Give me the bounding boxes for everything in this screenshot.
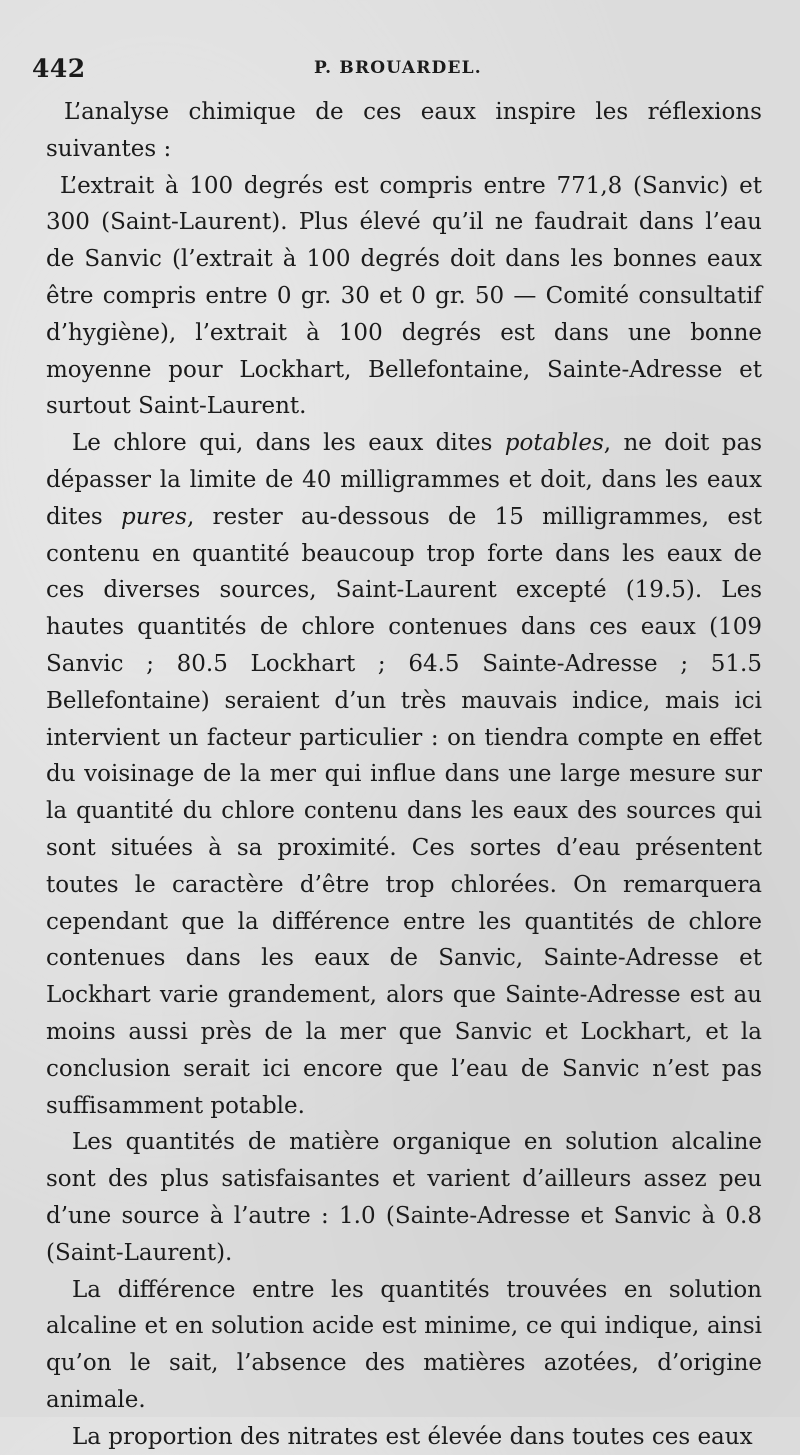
running-head-author: P. BROUARDEL.	[314, 58, 482, 78]
paragraph-4: Les quantités de matière organique en solution alcaline sont des plus satisfaisantes et varient d’ailleurs assez peu d’une source à l’autre : 1.0 (Sainte-Adresse et Sanvic à 0.8 (Saint-Laurent).	[46, 1129, 762, 1266]
paragraph-3-part-3: , rester au-dessous de 15 milligrammes, est contenu en quantité beaucoup trop forte dans les eaux de ces diverses sources, Saint-Laurent excepté (19.5). Les hautes quantités de chlore contenues dans ces eaux (109 Sanvic ; 80.5 Lockhart ; 64.5 Sainte-Adresse ; 51.5 Bellefontaine) seraient d’un très mauvais indice, mais ici intervient un facteur particulier : on tiendra compte en effet du voisinage de la mer qui influe dans une large mesure sur la quantité du chlore contenu dans les eaux des sources qui sont situées à sa proximité. Ces sortes d’eau présentent toutes le caractère d’être trop chlorées. On remarquera cependant que la différence entre les quantités de chlore contenues dans les eaux de Sanvic, Sainte-Adresse et Lockhart varie grandement, alors que Sainte-Adresse est au moins aussi près de la mer que Sanvic et Lockhart, et la conclusion serait ici encore que l’eau de Sanvic n’est pas suffisamment potable.	[46, 503, 762, 1119]
emphasis-potables: potables	[504, 430, 604, 457]
paragraph-3-part-1: Le chlore qui, dans les eaux dites	[72, 430, 505, 457]
page-number: 442	[32, 54, 86, 83]
paragraph-5: La différence entre les quantités trouvées en solution alcaline et en solution acide est minime, ce qui indique, ainsi qu’on le sait, l’absence des matières azotées, d’origine animale.	[46, 1276, 762, 1413]
paragraph-2: L’extrait à 100 degrés est compris entre 771,8 (Sanvic) et 300 (Saint-Laurent). Plus élevé qu’il ne faudrait dans l’eau de Sanvic (l’extrait à 100 degrés doit dans les bonnes eaux être compris entre 0 gr. 30 et 0 gr. 50 — Comité consultatif d’hygiène), l’extrait à 100 degrés est dans une bonne moyenne pour Lockhart, Bellefontaine, Sainte-Adresse et surtout Saint-Laurent.	[46, 172, 762, 420]
body-text	[46, 94, 762, 1455]
running-head	[32, 54, 760, 88]
emphasis-pures: pures	[121, 503, 187, 530]
paragraph-1: L’analyse chimique de ces eaux inspire les réflexions suivantes :	[46, 99, 762, 162]
paragraph-3	[46, 425, 762, 1124]
paragraph-6: La proportion des nitrates est élevée dans toutes ces eaux	[72, 1423, 753, 1450]
paragraph-3-part-2: , ne doit pas dépasser la limite de 40 milligrammes et doit, dans les eaux dites	[46, 430, 763, 530]
